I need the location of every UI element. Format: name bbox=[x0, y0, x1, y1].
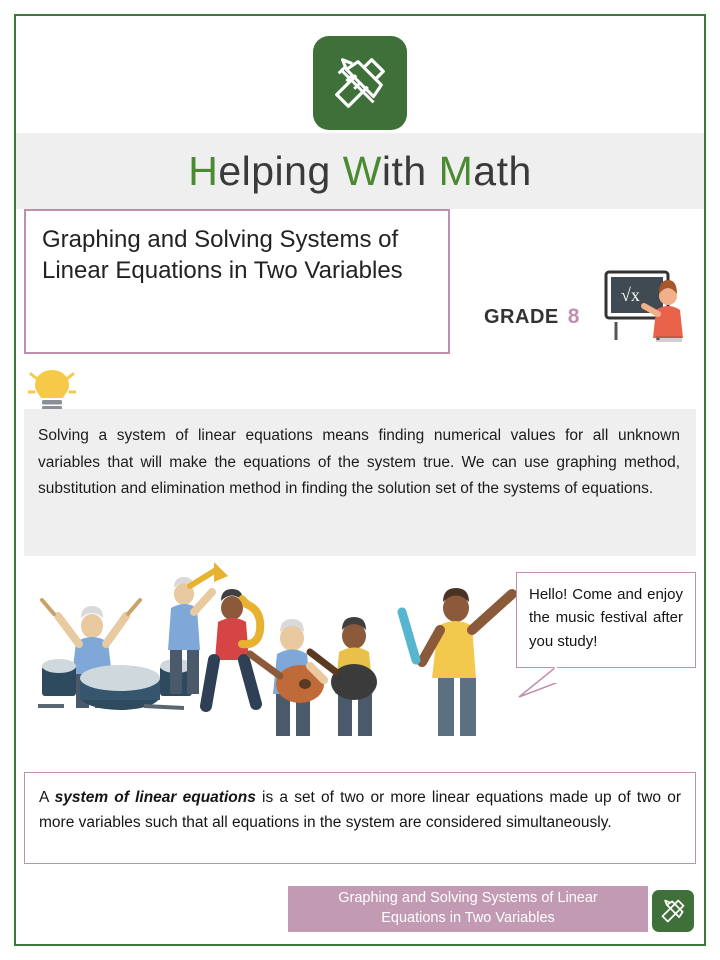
intro-paragraph-box bbox=[24, 409, 696, 556]
grade-indicator bbox=[484, 305, 580, 329]
trumpet-icon bbox=[190, 562, 228, 586]
definition-box bbox=[24, 772, 696, 864]
svg-text:√x: √x bbox=[621, 285, 640, 305]
grade-number: 8 bbox=[567, 305, 580, 328]
ruler-pencil-icon bbox=[329, 52, 391, 114]
header-logo-container bbox=[0, 36, 720, 130]
speech-bubble-tail bbox=[517, 667, 557, 699]
footer-line-2: Equations in Two Variables bbox=[381, 910, 555, 926]
brand-word-math: ath bbox=[473, 147, 532, 194]
grade-label: GRADE bbox=[484, 306, 559, 328]
brand-word-helping: elping bbox=[218, 147, 331, 194]
brand-title bbox=[188, 148, 532, 195]
worksheet-title: Graphing and Solving Systems of Linear Equations in Two Variables bbox=[42, 226, 403, 284]
brand-word-with: ith bbox=[381, 147, 427, 194]
definition-prefix: A bbox=[39, 789, 55, 806]
brand-logo bbox=[313, 36, 407, 130]
drum-kit bbox=[38, 659, 192, 710]
footer-title-band bbox=[288, 886, 648, 932]
speech-bubble bbox=[516, 572, 696, 668]
brand-title-band bbox=[16, 133, 704, 209]
definition-term: system of linear equations bbox=[54, 789, 256, 806]
dancer-figure bbox=[402, 588, 512, 736]
ruler-pencil-icon bbox=[659, 897, 687, 925]
definition-text bbox=[39, 785, 681, 835]
brand-letter-m: M bbox=[438, 147, 474, 194]
worksheet-title-box bbox=[24, 209, 450, 354]
intro-paragraph: Solving a system of linear equations means finding numerical values for all unknown variables that will make the equations of the system true. We can use graphing method, substitution and elimination method in finding the solution set of the systems of equations. bbox=[38, 427, 680, 498]
sax-player-figure bbox=[206, 589, 260, 706]
brand-letter-w: W bbox=[342, 147, 382, 194]
footer-line-1: Graphing and Solving Systems of Linear bbox=[338, 890, 598, 907]
footer-logo bbox=[652, 890, 694, 932]
teacher-chalkboard-icon bbox=[604, 270, 690, 344]
brand-letter-h: H bbox=[188, 147, 219, 194]
speech-bubble-text: Hello! Come and enjoy the music festival after you study! bbox=[529, 586, 683, 650]
definition-suffix: is a set of two or more linear equations made up of two or more variables such that all equations in the system are considered simultaneously. bbox=[39, 789, 681, 832]
